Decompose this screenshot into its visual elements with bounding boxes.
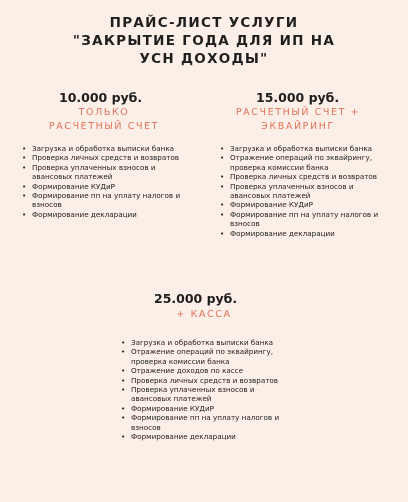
list-item: • Загрузка и обработка выписки банка: [219, 144, 389, 153]
plan-3-label: [120, 308, 288, 322]
list-item: • Загрузка и обработка выписки банка: [120, 338, 290, 347]
page-title: [0, 14, 408, 68]
plan-3-price: 25.000 руб.: [154, 291, 238, 306]
plan-1-label-line-2: РАСЧЕТНЫЙ СЧЕТ: [48, 121, 160, 132]
plan-1-features: [21, 144, 189, 219]
list-item: • Загрузка и обработка выписки банка: [21, 144, 189, 153]
list-item: • Формирование декларации: [120, 432, 290, 441]
plan-3-label-line-1: + КАССА: [176, 309, 232, 320]
plan-2-label: [208, 106, 388, 134]
list-item: • Проверка личных средств и возвратов: [219, 172, 389, 181]
list-item: • Проверка личных средств и возвратов: [120, 376, 290, 385]
title-line-3: УСН ДОХОДЫ": [139, 51, 269, 67]
plan-2-label-line-2: ЭКВАЙРИНГ: [261, 121, 335, 132]
list-item: • Формирование КУДиР: [21, 182, 189, 191]
list-item: • Формирование КУДиР: [219, 200, 389, 209]
plan-1-label-line-1: ТОЛЬКО: [78, 107, 130, 118]
list-item: • Формирование декларации: [21, 210, 189, 219]
list-item: • Проверка уплаченных взносов и авансовых платежей: [219, 182, 389, 201]
list-item: • Формирование КУДиР: [120, 404, 290, 413]
plan-2-label-line-1: РАСЧЕТНЫЙ СЧЕТ +: [235, 107, 361, 118]
list-item: • Формирование декларации: [219, 229, 389, 238]
list-item: • Формирование пп на уплату налогов и взносов: [21, 191, 189, 210]
plan-3-features: [120, 338, 290, 441]
title-line-1: ПРАЙС-ЛИСТ УСЛУГИ: [109, 15, 299, 31]
plan-2-features: [219, 144, 389, 238]
list-item: • Проверка уплаченных взносов и авансовых платежей: [120, 385, 290, 404]
list-item: • Отражение операций по эквайрингу, проверка комиссии банка: [120, 347, 290, 366]
list-item: • Отражение операций по эквайрингу, проверка комиссии банка: [219, 153, 389, 172]
list-item: • Проверка уплаченных взносов и авансовых платежей: [21, 163, 189, 182]
list-item: • Формирование пп на уплату налогов и взносов: [219, 210, 389, 229]
plan-1-label: [20, 106, 188, 134]
plan-2-price: 15.000 руб.: [256, 90, 340, 105]
plan-1-price: 10.000 руб.: [59, 90, 143, 105]
title-line-2: "ЗАКРЫТИЕ ГОДА ДЛЯ ИП НА: [72, 33, 336, 49]
list-item: • Проверка личных средств и возвратов: [21, 153, 189, 162]
list-item: • Формирование пп на уплату налогов и взносов: [120, 413, 290, 432]
list-item: • Отражение доходов по кассе: [120, 366, 290, 375]
